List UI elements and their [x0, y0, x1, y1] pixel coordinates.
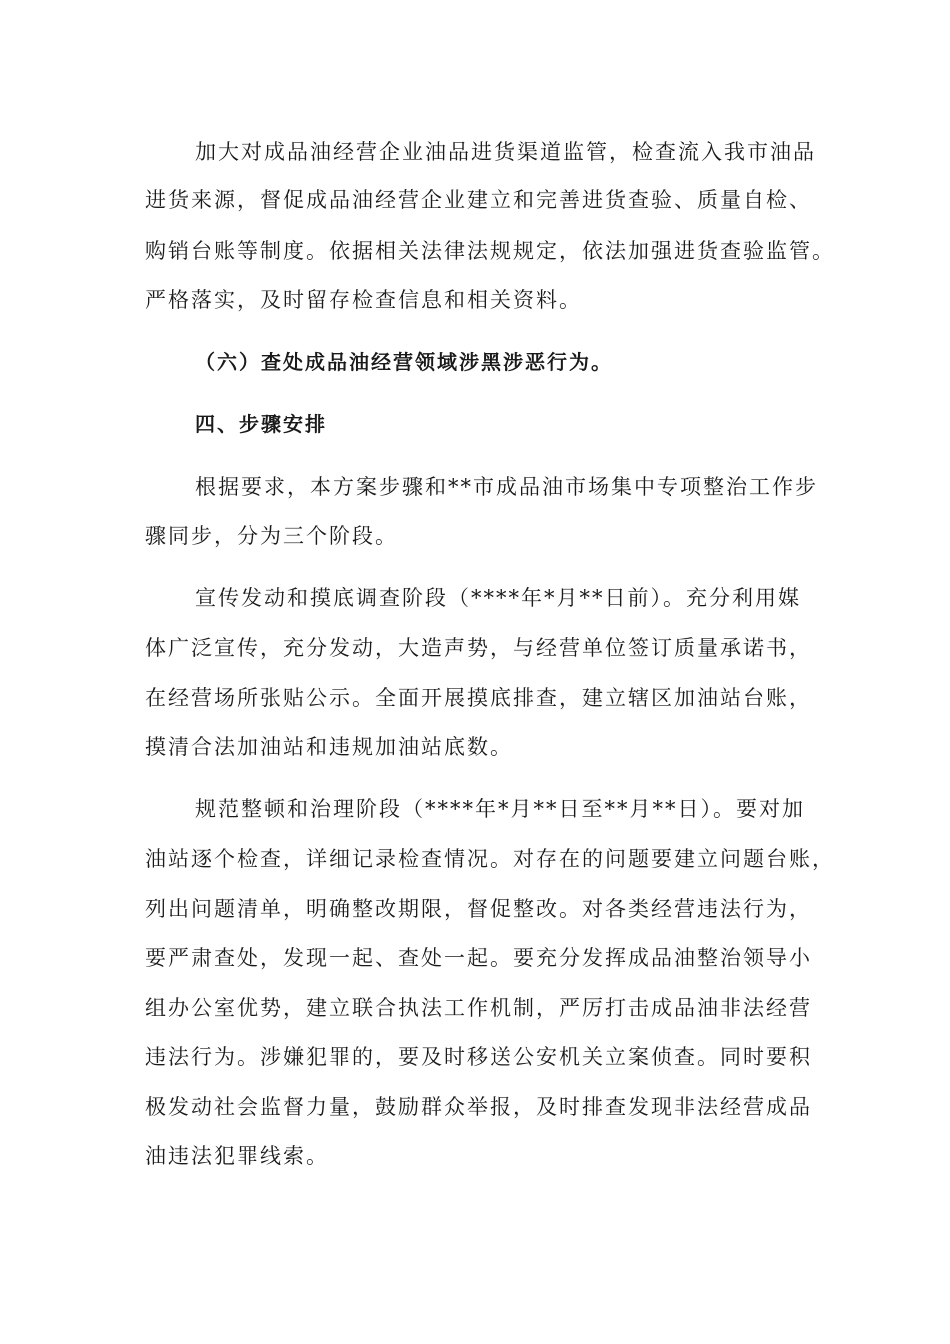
text-line: 规范整顿和治理阶段（****年*月**日至**月**日）。要对加 — [195, 797, 805, 821]
text-line: 在经营场所张贴公示。全面开展摸底排查，建立辖区加油站台账， — [145, 686, 812, 710]
section-heading-six: （六）查处成品油经营领域涉黑涉恶行为。 — [195, 350, 613, 374]
text-line: 宣传发动和摸底调查阶段（****年*月**日前）。充分利用媒 — [195, 586, 801, 610]
text-line: 油站逐个检查，详细记录检查情况。对存在的问题要建立问题台账， — [145, 847, 835, 871]
text-line: 违法行为。涉嫌犯罪的，要及时移送公安机关立案侦查。同时要积 — [145, 1045, 812, 1069]
text-line: 根据要求，本方案步骤和**市成品油市场集中专项整治工作步 — [195, 475, 818, 499]
text-line: 进货来源，督促成品油经营企业建立和完善进货查验、质量自检、 — [145, 188, 812, 212]
text-line: 要严肃查处，发现一起、查处一起。要充分发挥成品油整治领导小 — [145, 946, 812, 970]
text-line: 极发动社会监督力量，鼓励群众举报，及时排查发现非法经营成品 — [145, 1095, 812, 1119]
text-line: 组办公室优势，建立联合执法工作机制，严厉打击成品油非法经营 — [145, 996, 812, 1020]
text-line: 体广泛宣传，充分发动，大造声势，与经营单位签订质量承诺书， — [145, 636, 812, 660]
text-line: 购销台账等制度。依据相关法律法规规定，依法加强进货查验监管。 — [145, 239, 835, 263]
text-line: 摸清合法加油站和违规加油站底数。 — [145, 735, 513, 759]
text-line: 严格落实，及时留存检查信息和相关资料。 — [145, 288, 582, 312]
section-heading-steps: 四、步骤安排 — [195, 412, 327, 436]
text-line: 骤同步，分为三个阶段。 — [145, 524, 398, 548]
text-line: 油违法犯罪线索。 — [145, 1144, 329, 1168]
text-line: 列出问题清单，明确整改期限，督促整改。对各类经营违法行为， — [145, 897, 812, 921]
text-line: 加大对成品油经营企业油品进货渠道监管，检查流入我市油品 — [195, 140, 816, 164]
